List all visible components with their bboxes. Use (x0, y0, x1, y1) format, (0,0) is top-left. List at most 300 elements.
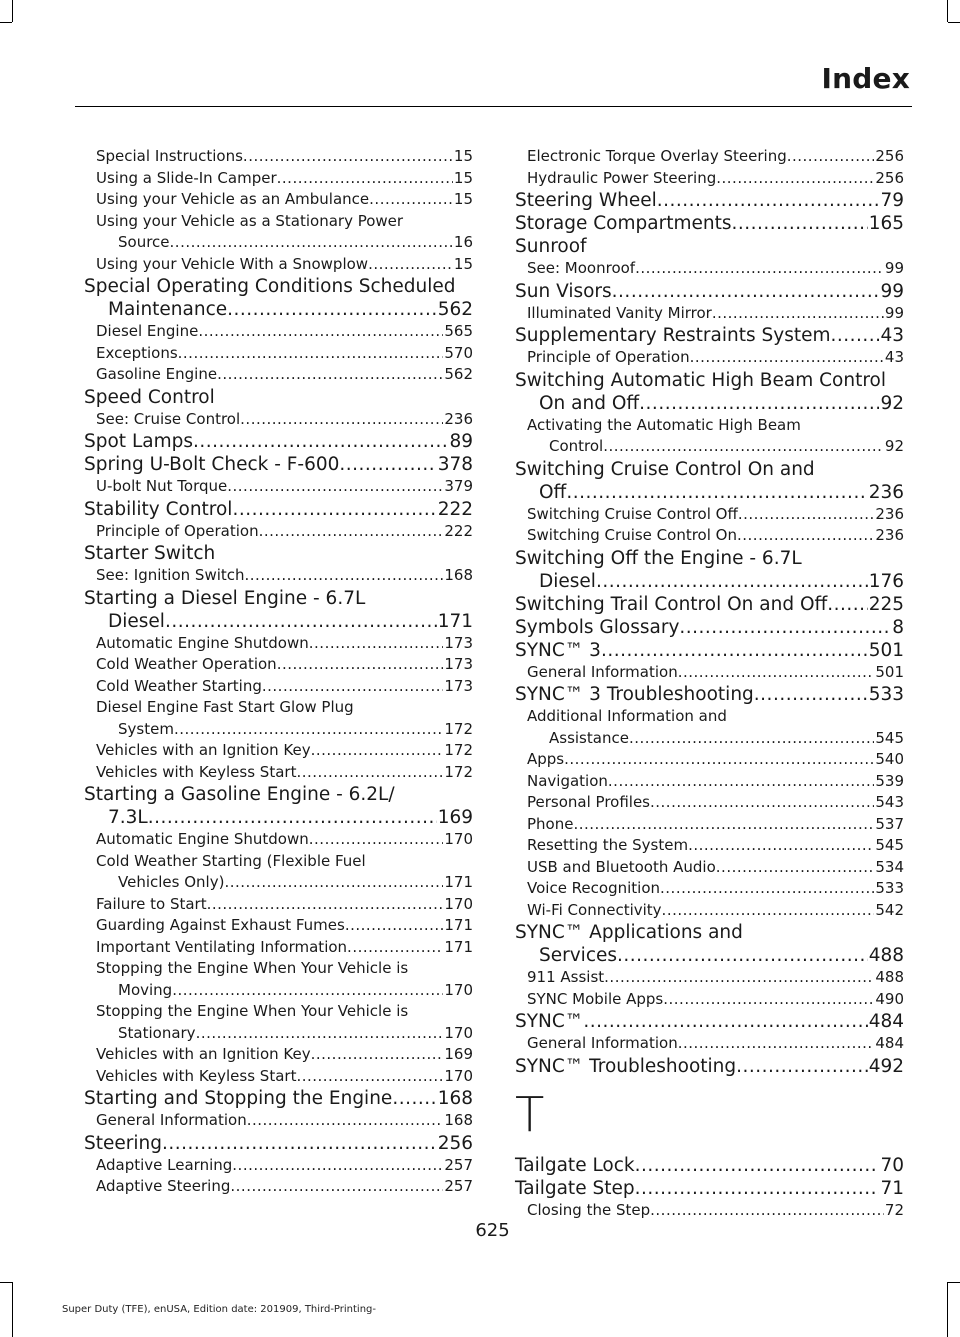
entry-page-number[interactable]: 99 (884, 259, 904, 277)
index-entry[interactable] (84, 453, 473, 476)
entry-text: Apps (527, 750, 565, 768)
index-subentry[interactable] (515, 436, 904, 458)
dot-leader (172, 980, 443, 1002)
entry-text: Vehicles with an Ignition Key (96, 1045, 311, 1063)
entry-page-number[interactable]: 171 (444, 873, 473, 891)
entry-page-number[interactable]: 15 (453, 168, 473, 187)
entry-text: General Information (96, 1111, 247, 1129)
dot-leader (690, 347, 884, 369)
entry-page-number[interactable]: 15 (453, 254, 473, 273)
dot-leader (612, 280, 880, 303)
entry-page-number[interactable]: 171 (444, 937, 473, 956)
dot-leader (339, 453, 436, 476)
entry-text: U-bolt Nut Torque (96, 477, 228, 495)
crop-mark (0, 1282, 12, 1283)
dot-leader (650, 1200, 884, 1222)
entry-text: Automatic Engine Shutdown (96, 830, 309, 848)
entry-page-number[interactable]: 236 (444, 409, 473, 428)
dot-leader (193, 430, 448, 453)
entry-page-number[interactable]: 490 (875, 989, 904, 1008)
crop-mark (947, 0, 948, 22)
entry-text: System (118, 719, 174, 738)
index-subentry[interactable] (84, 654, 473, 676)
entry-text: On and Off (539, 392, 640, 414)
entry-page-number[interactable]: 99 (884, 303, 904, 322)
entry-page-number[interactable]: 171 (444, 916, 473, 934)
entry-text: Using your Vehicle as an Ambulance (96, 190, 370, 208)
entry-page-number[interactable]: 43 (884, 348, 904, 366)
entry-page-number[interactable]: 173 (444, 676, 473, 695)
index-entry[interactable] (515, 1010, 904, 1033)
entry-page-number[interactable]: 545 (875, 836, 904, 854)
entry-page-number[interactable]: 168 (444, 566, 473, 584)
index-entry[interactable] (515, 212, 904, 235)
index-subentry[interactable] (84, 521, 473, 543)
index-entry[interactable] (84, 275, 473, 298)
dot-leader (392, 1087, 436, 1110)
entry-text: Automatic Engine Shutdown (96, 633, 309, 652)
index-subentry[interactable] (84, 719, 473, 741)
index-subentry[interactable] (84, 1176, 473, 1198)
index-subentry[interactable] (84, 189, 473, 211)
index-entry[interactable] (84, 1132, 473, 1155)
entry-text: Moving (118, 980, 173, 999)
entry-page-number[interactable]: 92 (880, 392, 904, 414)
index-subentry[interactable] (84, 980, 473, 1002)
index-subentry[interactable] (515, 662, 904, 684)
entry-text: Starter Switch (84, 543, 216, 564)
index-subentry[interactable] (84, 321, 473, 343)
index-entry[interactable] (515, 235, 904, 258)
dot-leader (787, 146, 875, 168)
dot-leader (296, 1066, 443, 1088)
dot-leader (608, 771, 874, 793)
index-entry[interactable] (84, 1087, 473, 1110)
index-subentry[interactable] (84, 851, 473, 873)
entry-text: Diesel Engine Fast Start Glow Plug (96, 698, 354, 716)
entry-page-number[interactable]: 225 (868, 593, 904, 615)
entry-text: Switching Cruise Control On and (515, 458, 815, 480)
entry-text: Services (539, 945, 618, 966)
index-subentry[interactable] (515, 878, 904, 900)
dot-leader (596, 570, 868, 593)
index-subentry[interactable] (84, 697, 473, 719)
index-entry[interactable] (515, 189, 904, 212)
dot-leader (831, 324, 880, 347)
index-subentry[interactable] (515, 504, 904, 526)
dot-leader (162, 1132, 437, 1155)
index-entry[interactable] (84, 610, 473, 633)
index-subentry[interactable] (515, 835, 904, 857)
index-subentry[interactable] (515, 728, 904, 750)
entry-page-number[interactable]: 539 (875, 771, 904, 790)
index-subentry[interactable] (84, 740, 473, 762)
index-entry[interactable] (515, 944, 904, 967)
dot-leader (679, 616, 891, 639)
entry-page-number[interactable]: 543 (875, 793, 904, 811)
entry-text: Stopping the Engine When Your Vehicle is (96, 1002, 409, 1020)
entry-text: Switching Cruise Control Off (527, 504, 738, 523)
dot-leader (601, 639, 868, 662)
dot-leader (573, 814, 874, 836)
dot-leader (311, 1044, 444, 1066)
index-column-right (515, 146, 904, 1221)
dot-leader (296, 762, 443, 784)
index-entry[interactable] (84, 430, 473, 453)
dot-leader (245, 565, 444, 587)
entry-page-number[interactable]: 15 (453, 190, 473, 208)
entry-page-number[interactable]: 562 (444, 365, 473, 383)
dot-leader (617, 944, 868, 967)
entry-page-number[interactable]: 70 (880, 1154, 904, 1176)
entry-page-number[interactable]: 169 (444, 1045, 473, 1063)
dot-leader (566, 481, 867, 504)
entry-text: Using your Vehicle With a Snowplow (96, 254, 369, 273)
crop-mark (12, 1282, 13, 1337)
dot-leader (716, 857, 875, 879)
index-entry[interactable] (515, 324, 904, 347)
index-entry[interactable] (515, 593, 904, 616)
index-subentry[interactable] (84, 1155, 473, 1177)
index-entry[interactable] (515, 921, 904, 944)
index-subentry[interactable] (84, 762, 473, 784)
entry-text: Steering Wheel (515, 190, 657, 211)
index-subentry[interactable] (84, 409, 473, 431)
dot-leader (688, 835, 874, 857)
index-subentry[interactable] (515, 525, 904, 547)
entry-page-number[interactable]: 165 (868, 213, 904, 234)
entry-text: See: Moonroof (527, 259, 636, 277)
entry-page-number[interactable]: 170 (444, 1023, 473, 1042)
entry-page-number[interactable]: 257 (444, 1155, 473, 1174)
entry-text: See: Ignition Switch (96, 566, 245, 584)
dot-leader (737, 525, 874, 547)
entry-text: Exceptions (96, 343, 178, 362)
crop-mark (0, 22, 12, 23)
index-subentry[interactable] (84, 1023, 473, 1045)
index-column-left (84, 146, 473, 1198)
entry-page-number[interactable]: 492 (868, 1055, 904, 1077)
dot-leader (635, 258, 884, 280)
dot-leader (311, 740, 444, 762)
entry-page-number[interactable]: 172 (444, 719, 473, 738)
index-subentry[interactable] (515, 967, 904, 989)
dot-leader (309, 829, 444, 851)
entry-page-number[interactable]: 501 (875, 662, 904, 681)
dot-leader (227, 476, 443, 498)
entry-page-number[interactable]: 79 (880, 190, 904, 211)
dot-leader (277, 168, 453, 190)
entry-text: Tailgate Lock (515, 1154, 635, 1176)
entry-page-number[interactable]: 176 (868, 570, 904, 592)
entry-page-number[interactable]: 172 (444, 762, 473, 781)
index-entry[interactable] (84, 783, 473, 806)
index-subentry[interactable] (84, 565, 473, 587)
entry-page-number[interactable]: 168 (444, 1111, 473, 1129)
entry-text: General Information (527, 1034, 678, 1052)
dot-leader (712, 303, 884, 325)
entry-text: Voice Recognition (527, 879, 661, 897)
index-entry[interactable] (515, 1154, 904, 1177)
index-entry[interactable] (515, 1177, 904, 1200)
dot-leader (240, 409, 443, 431)
entry-page-number[interactable]: 256 (437, 1132, 473, 1154)
index-subentry[interactable] (84, 1044, 473, 1066)
index-entry[interactable] (84, 298, 473, 321)
index-subentry[interactable] (515, 989, 904, 1011)
index-subentry[interactable] (515, 771, 904, 793)
dot-leader (227, 298, 437, 321)
index-subentry[interactable] (515, 168, 904, 190)
entry-page-number[interactable]: 168 (437, 1088, 473, 1109)
index-subentry[interactable] (84, 476, 473, 498)
entry-page-number[interactable]: 8 (892, 616, 904, 638)
index-entry[interactable] (515, 458, 904, 481)
index-subentry[interactable] (84, 364, 473, 386)
index-subentry[interactable] (515, 146, 904, 168)
entry-text: Illuminated Vanity Mirror (527, 303, 712, 322)
index-subentry[interactable] (84, 894, 473, 916)
entry-page-number[interactable]: 488 (868, 945, 904, 966)
entry-text: Using your Vehicle as a Stationary Power (96, 211, 404, 230)
entry-text: 7.3L (108, 807, 148, 828)
entry-page-number[interactable]: 484 (875, 1034, 904, 1052)
index-subentry[interactable] (515, 258, 904, 280)
entry-text: Principle of Operation (96, 521, 259, 540)
index-subentry[interactable] (515, 1033, 904, 1055)
index-entry[interactable] (515, 481, 904, 504)
dot-leader (583, 1010, 867, 1033)
entry-page-number[interactable]: 92 (884, 437, 904, 455)
index-entry[interactable] (515, 369, 904, 392)
entry-text: Stability Control (84, 498, 233, 520)
index-entry[interactable] (515, 683, 904, 706)
entry-page-number[interactable]: 257 (444, 1177, 473, 1195)
page-title: Index (821, 62, 910, 95)
index-entry[interactable] (84, 587, 473, 610)
index-entry[interactable] (515, 1055, 904, 1078)
index-entry[interactable] (84, 806, 473, 829)
entry-page-number[interactable]: 379 (444, 477, 473, 495)
crop-mark (12, 0, 13, 22)
index-entry[interactable] (84, 498, 473, 521)
dot-leader (309, 633, 444, 655)
entry-text: Starting a Gasoline Engine - 6.2L/ (84, 784, 395, 805)
entry-text: Off (539, 481, 567, 503)
footer-edition-info: Super Duty (TFE), enUSA, Edition date: 201909, Third-Printing- (62, 1304, 377, 1315)
entry-page-number[interactable]: 565 (444, 322, 473, 340)
entry-page-number[interactable]: 173 (444, 633, 473, 652)
index-subentry[interactable] (84, 1001, 473, 1023)
dot-leader (603, 436, 884, 458)
entry-text: Vehicles Only) (118, 873, 225, 891)
entry-page-number[interactable]: 99 (880, 280, 904, 302)
index-subentry[interactable] (84, 168, 473, 190)
entry-page-number[interactable]: 170 (444, 830, 473, 848)
index-subentry[interactable] (515, 814, 904, 836)
index-subentry[interactable] (515, 1200, 904, 1222)
index-entry[interactable] (84, 386, 473, 409)
entry-page-number[interactable]: 16 (453, 233, 473, 251)
dot-leader (207, 894, 444, 916)
index-subentry[interactable] (84, 915, 473, 937)
entry-text: Closing the Step (527, 1200, 651, 1219)
entry-text: Resetting the System (527, 836, 689, 854)
entry-text: Additional Information and (527, 707, 727, 725)
entry-page-number[interactable]: 534 (875, 857, 904, 876)
dot-leader (217, 364, 443, 386)
index-entry[interactable] (515, 547, 904, 570)
entry-page-number[interactable]: 562 (437, 299, 473, 320)
dot-leader (657, 189, 880, 212)
index-entry[interactable] (515, 392, 904, 415)
entry-text: Vehicles with Keyless Start (96, 1066, 297, 1085)
dot-leader (259, 521, 444, 543)
entry-text: Stationary (118, 1023, 196, 1042)
entry-text: Wi-Fi Connectivity (527, 900, 662, 919)
crop-mark (947, 1282, 948, 1337)
entry-page-number[interactable]: 170 (444, 894, 473, 913)
dot-leader (232, 498, 436, 521)
entry-text: Tailgate Step (515, 1177, 635, 1199)
dot-leader (277, 654, 444, 676)
entry-page-number[interactable]: 89 (449, 431, 473, 452)
entry-page-number[interactable]: 542 (875, 900, 904, 919)
index-subentry[interactable] (515, 749, 904, 771)
dot-leader (174, 719, 443, 741)
dot-leader (230, 1176, 443, 1198)
index-subentry[interactable] (515, 415, 904, 437)
entry-page-number[interactable]: 15 (453, 147, 473, 165)
entry-text: Special Instructions (96, 147, 243, 165)
entry-text: Electronic Torque Overlay Steering (527, 147, 787, 165)
dot-leader (178, 343, 444, 365)
entry-text: Guarding Against Exhaust Fumes (96, 916, 345, 934)
entry-page-number[interactable]: 72 (884, 1200, 904, 1219)
index-subentry[interactable] (84, 958, 473, 980)
entry-page-number[interactable]: 71 (880, 1177, 904, 1199)
entry-text: Gasoline Engine (96, 365, 218, 383)
dot-leader (629, 728, 874, 750)
entry-text: Stopping the Engine When Your Vehicle is (96, 959, 409, 977)
entry-page-number[interactable]: 540 (875, 750, 904, 768)
index-entry[interactable] (515, 570, 904, 593)
entry-text: Speed Control (84, 386, 215, 408)
entry-text: Sun Visors (515, 280, 612, 302)
entry-page-number[interactable]: 501 (868, 639, 904, 661)
index-subentry[interactable] (84, 146, 473, 168)
index-subentry[interactable] (515, 857, 904, 879)
dot-leader (148, 806, 437, 829)
dot-leader (232, 1155, 443, 1177)
index-entry[interactable] (515, 639, 904, 662)
entry-text: Personal Profiles (527, 793, 650, 811)
entry-text: Using a Slide-In Camper (96, 168, 277, 187)
dot-leader (635, 1177, 880, 1200)
entry-page-number[interactable]: 236 (868, 481, 904, 503)
index-subentry[interactable] (84, 937, 473, 959)
dot-leader (564, 749, 874, 771)
index-entry[interactable] (515, 616, 904, 639)
entry-text: Navigation (527, 771, 608, 790)
index-subentry[interactable] (84, 1110, 473, 1132)
index-subentry[interactable] (515, 347, 904, 369)
entry-page-number[interactable]: 170 (444, 1066, 473, 1085)
entry-page-number[interactable]: 170 (444, 980, 473, 999)
dot-leader (247, 1110, 444, 1132)
entry-text: General Information (527, 662, 678, 681)
entry-page-number[interactable]: 256 (875, 168, 904, 187)
dot-leader (635, 1154, 880, 1177)
entry-page-number[interactable]: 378 (437, 454, 473, 475)
entry-text: Hydraulic Power Steering (527, 168, 717, 187)
index-subentry[interactable] (515, 706, 904, 728)
index-subentry[interactable] (84, 676, 473, 698)
index-subentry[interactable] (84, 633, 473, 655)
index-subentry[interactable] (515, 303, 904, 325)
index-subentry[interactable] (515, 900, 904, 922)
entry-page-number[interactable]: 537 (875, 814, 904, 833)
entry-text: Switching Automatic High Beam Control (515, 369, 886, 391)
dot-leader (663, 989, 874, 1011)
entry-page-number[interactable]: 43 (880, 325, 904, 346)
entry-text: Diesel (539, 570, 596, 592)
dot-leader (660, 878, 874, 900)
entry-page-number[interactable]: 236 (875, 526, 904, 544)
entry-page-number[interactable]: 236 (875, 504, 904, 523)
index-subentry[interactable] (515, 792, 904, 814)
entry-page-number[interactable]: 256 (875, 147, 904, 165)
entry-page-number[interactable]: 570 (444, 343, 473, 362)
entry-text: SYNC™ 3 (515, 639, 601, 661)
entry-page-number[interactable]: 169 (437, 807, 473, 828)
index-subentry[interactable] (84, 1066, 473, 1088)
entry-page-number[interactable]: 173 (444, 655, 473, 673)
dot-leader (262, 676, 443, 698)
entry-page-number[interactable]: 172 (444, 741, 473, 759)
index-subentry[interactable] (84, 211, 473, 233)
entry-page-number[interactable]: 533 (868, 684, 904, 705)
entry-page-number[interactable]: 222 (444, 521, 473, 540)
entry-page-number[interactable]: 545 (875, 728, 904, 747)
dot-leader (368, 254, 453, 276)
entry-text: Cold Weather Starting (96, 676, 262, 695)
entry-text: SYNC Mobile Apps (527, 989, 664, 1008)
entry-text: Adaptive Steering (96, 1177, 231, 1195)
entry-text: Diesel Engine (96, 322, 199, 340)
dot-leader (196, 1023, 444, 1045)
index-subentry[interactable] (84, 872, 473, 894)
entry-page-number[interactable]: 533 (875, 879, 904, 897)
index-entry[interactable] (84, 542, 473, 565)
index-entry[interactable] (515, 280, 904, 303)
dot-leader (243, 146, 453, 168)
entry-page-number[interactable]: 484 (868, 1011, 904, 1032)
index-subentry[interactable] (84, 343, 473, 365)
entry-text: Vehicles with Keyless Start (96, 762, 297, 781)
dot-leader (165, 610, 437, 633)
entry-text: Storage Compartments (515, 213, 732, 234)
entry-page-number[interactable]: 222 (437, 498, 473, 520)
index-subentry[interactable] (84, 232, 473, 254)
entry-text: Spot Lamps (84, 431, 193, 452)
entry-page-number[interactable]: 488 (875, 968, 904, 986)
index-subentry[interactable] (84, 829, 473, 851)
entry-text: Special Operating Conditions Scheduled (84, 276, 456, 297)
index-subentry[interactable] (84, 254, 473, 276)
entry-page-number[interactable]: 171 (437, 610, 473, 632)
entry-text: SYNC™ 3 Troubleshooting (515, 684, 754, 705)
